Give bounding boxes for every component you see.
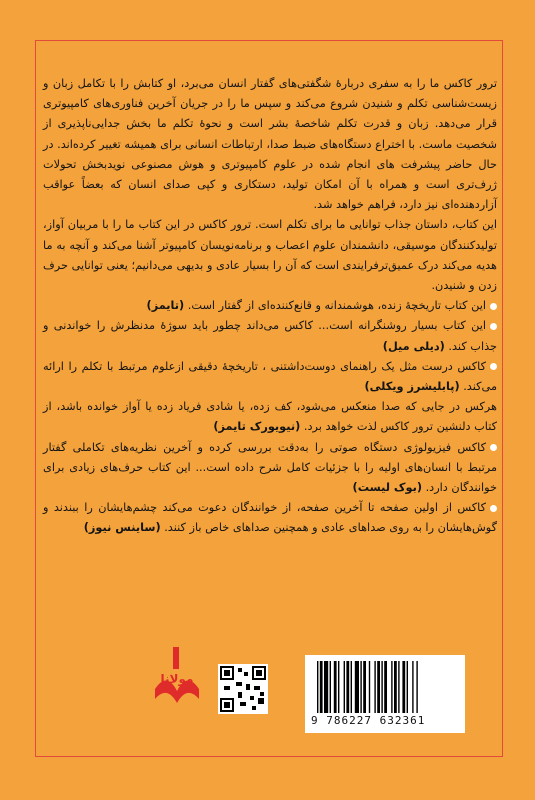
review-text: کاکس فیزیولوژی دستگاه صوتی را به‌دقت بررسی کرده و آخرین نظریه‌های تکاملی گفتار مرتبط با انسان‌های اولیه را با جزئیات کامل شرح داده است... این کتاب حرف‌های زیادی برای خوانندگان دارد.: [43, 440, 497, 495]
blurb-paragraph: این کتاب، داستان جذاب توانایی ما برای تکلم است. ترور کاکس در این کتاب ما را با مربیان آواز، تولیدکنندگان موسیقی، دانشمندان علوم اعصاب و برنامه‌نویسان کامپیوتر آشنا می‌کند و آنچه به ما هدیه می‌کند درک عمیق‌ترفرایندی است که آن را بسیار عادی و بدیهی می‌دانیم؛ یعنی توانایی حرف زدن و شنیدن.: [43, 218, 497, 293]
review-text: هرکس در جایی که صدا منعکس می‌شود، کف زده، یا شادی فریاد زده یا آواز خوانده باشد، از کتاب دلنشین ترور کاکس لذت خواهد برد.: [43, 400, 497, 434]
review-source: (تایمز): [146, 299, 185, 313]
barcode-bars: [317, 661, 453, 713]
isbn-number: 9 786227 632361: [311, 714, 426, 727]
blurb-paragraph: ترور کاکس ما را به سفری دربارهٔ شگفتی‌های گفتار انسان می‌برد، او کتابش را با تکامل زبان و زیست‌شناسی تکلم و شنیدن شروع می‌کند و سپس ما را در جریان آخرین فناوری‌های کامپیوتری قرار می‌دهد. زبان و قدرت تکلم شاخصهٔ بشر است و نحوهٔ تکلم ما بخش جدایی‌ناپذیری از شخصیت ماست. با اختراع دستگاه‌های ضبط صدا، ارتباطات انسانی برای همیشه تغییر کرده‌اند. در حال حاضر پیشرفت های انجام شده در علوم کامپیوتری و هوش مصنوعی نویدبخش تحولات ژرف‌تری است و همراه با آن امکان تولید، دستکاری و کپی صدای انسان که بعضاً عواقب آزاردهنده‌ای نیز دارد، فراهم خواهد شد.: [43, 77, 497, 212]
bullet-dot-icon: [490, 323, 497, 330]
review-item: [43, 498, 497, 538]
review-item: [43, 438, 497, 499]
bullet-dot-icon: [490, 303, 497, 310]
review-text: این کتاب تاریخچهٔ زنده، هوشمندانه و قانع‌کننده‌ای از گفتار است.: [187, 299, 486, 313]
review-source: (بوک لیست): [352, 481, 422, 495]
review-item: [43, 397, 497, 437]
review-source: (پابلیشرز ویکلی): [364, 380, 460, 394]
publisher-logo: [147, 641, 207, 716]
review-text: کاکس از اولین صفحه تا آخرین صفحه، از خوانندگان دعوت می‌کند چشم‌هایشان را ببندند و گوش‌هایشان را به روی صداهای عادی و همچنین صداهای خاص باز کنند.: [43, 501, 497, 535]
back-cover-text: [43, 74, 497, 539]
review-item: [43, 296, 497, 316]
bullet-dot-icon: [490, 363, 497, 370]
review-text: کاکس درست مثل یک راهنمای دوست‌داشتنی ، تاریخچهٔ دقیقی ازعلوم مرتبط با تکلم را ارائه می‌کند.: [43, 359, 497, 394]
review-source: (دیلی میل): [382, 339, 445, 353]
isbn-barcode: [305, 655, 465, 733]
bullet-dot-icon: [490, 444, 497, 451]
qr-code: [218, 664, 268, 714]
review-item: [43, 357, 497, 397]
review-text: این کتاب بسیار روشنگرانه است... کاکس می‌داند چطور باید سوژهٔ مدنظرش را خواندنی و جذاب کند.: [43, 319, 497, 353]
review-source: (نیویورک تایمز): [213, 420, 301, 434]
publisher-logo-text: مولانا: [160, 672, 194, 686]
review-item: [43, 316, 497, 356]
bullet-dot-icon: [490, 505, 497, 512]
review-source: (ساینس نیوز): [83, 521, 161, 535]
